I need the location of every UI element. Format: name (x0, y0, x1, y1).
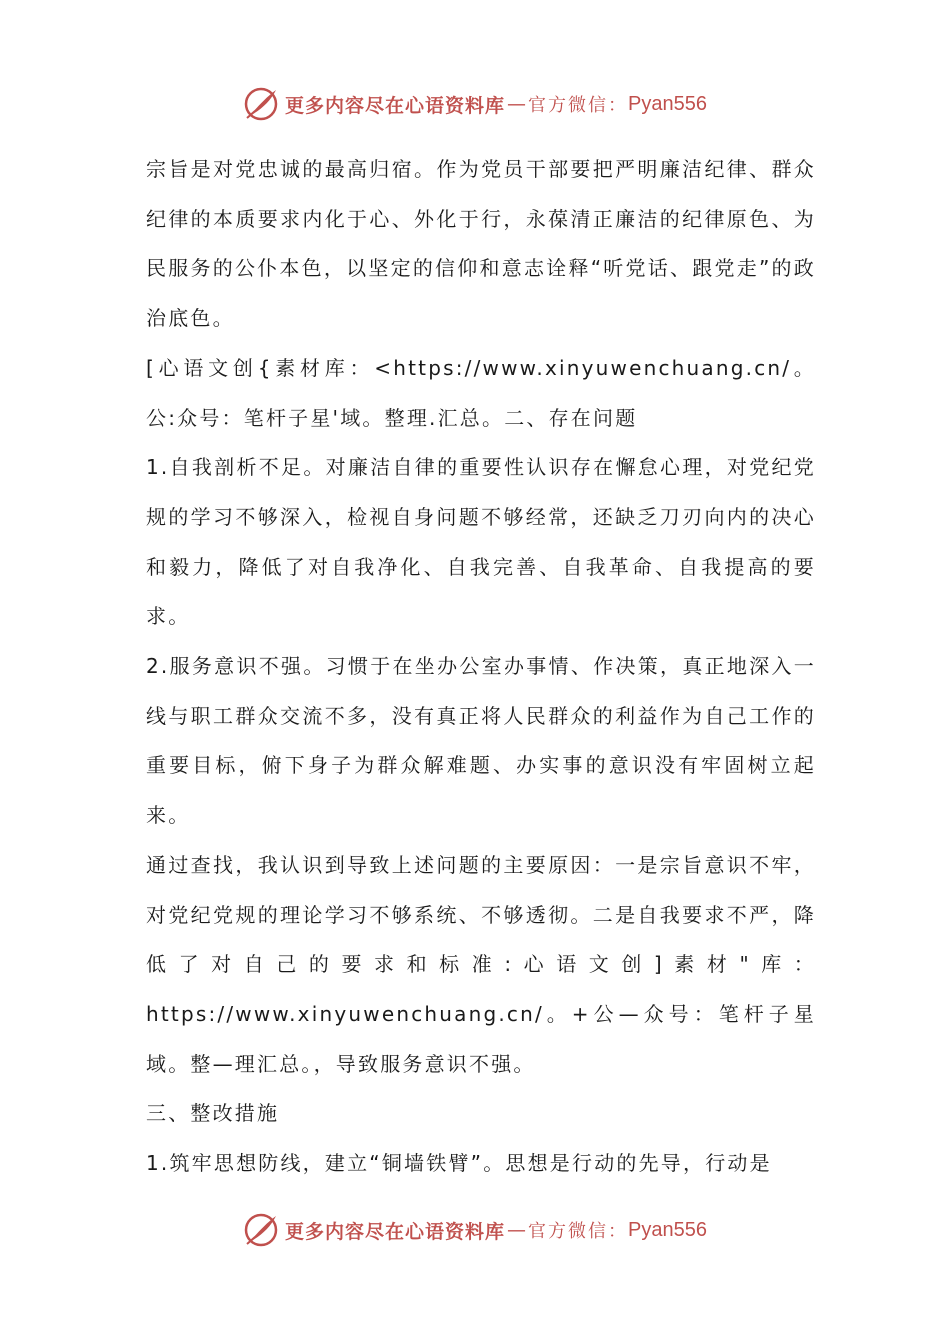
header-banner (0, 82, 950, 126)
quill-logo-icon (243, 1212, 279, 1248)
footer-banner (0, 1208, 950, 1252)
header-wechat-id: Pyan556 (628, 92, 707, 115)
paragraph-watermark-problems: [心语文创{素材库：<https://www.xinyuwenchuang.cn/。公:众号：笔杆子星'域。整理.汇总。二、存在问题 (146, 355, 816, 430)
header-wechat-label: 官方微信： (528, 95, 629, 116)
quill-logo-icon (243, 86, 279, 122)
paragraph-measure-1: 1.筑牢思想防线，建立“铜墙铁臂”。思想是行动的先导，行动是 (146, 1151, 772, 1176)
paragraph-purpose: 宗旨是对党忠诚的最高归宿。作为党员干部要把严明廉洁纪律、群众纪律的本质要求内化于心、外化于行，永葆清正廉洁的纪律原色、为民服务的公仆本色，以坚定的信仰和意志诠释“听党话、跟党走”的政治底色。 (146, 157, 816, 331)
paragraph-problem-2: 2.服务意识不强。习惯于在坐办公室办事情、作决策，真正地深入一线与职工群众交流不多，没有真正将人民群众的利益作为自己工作的重要目标，俯下身子为群众解难题、办实事的意识没有牢固树立起来。 (146, 654, 816, 828)
footer-wechat-id: Pyan556 (628, 1218, 707, 1241)
footer-slogan: 更多内容尽在心语资料库 (285, 1220, 506, 1243)
paragraph-problem-1: 1.自我剖析不足。对廉洁自律的重要性认识存在懈怠心理，对党纪党规的学习不够深入，检视自身问题不够经常，还缺乏刀刃向内的决心和毅力，降低了对自我净化、自我完善、自我革命、自我提高的要求。 (146, 455, 816, 629)
document-body (146, 145, 816, 1189)
header-slogan: 更多内容尽在心语资料库 (285, 94, 506, 117)
footer-wechat-label: 官方微信： (528, 1221, 629, 1242)
footer-dash: — (507, 1219, 527, 1241)
section-heading-rectification: 三、整改措施 (146, 1101, 280, 1126)
header-dash: — (507, 93, 527, 115)
paragraph-causes: 通过查找，我认识到导致上述问题的主要原因：一是宗旨意识不牢，对党纪党规的理论学习不够系统、不够透彻。二是自我要求不严，降低了对自己的要求和标准:心语文创]素材"库：https://www.xinyuwenchuang.cn/。+公—众号：笔杆子星域。整—理汇总。，导致服务意识不强。 (146, 852, 816, 1076)
